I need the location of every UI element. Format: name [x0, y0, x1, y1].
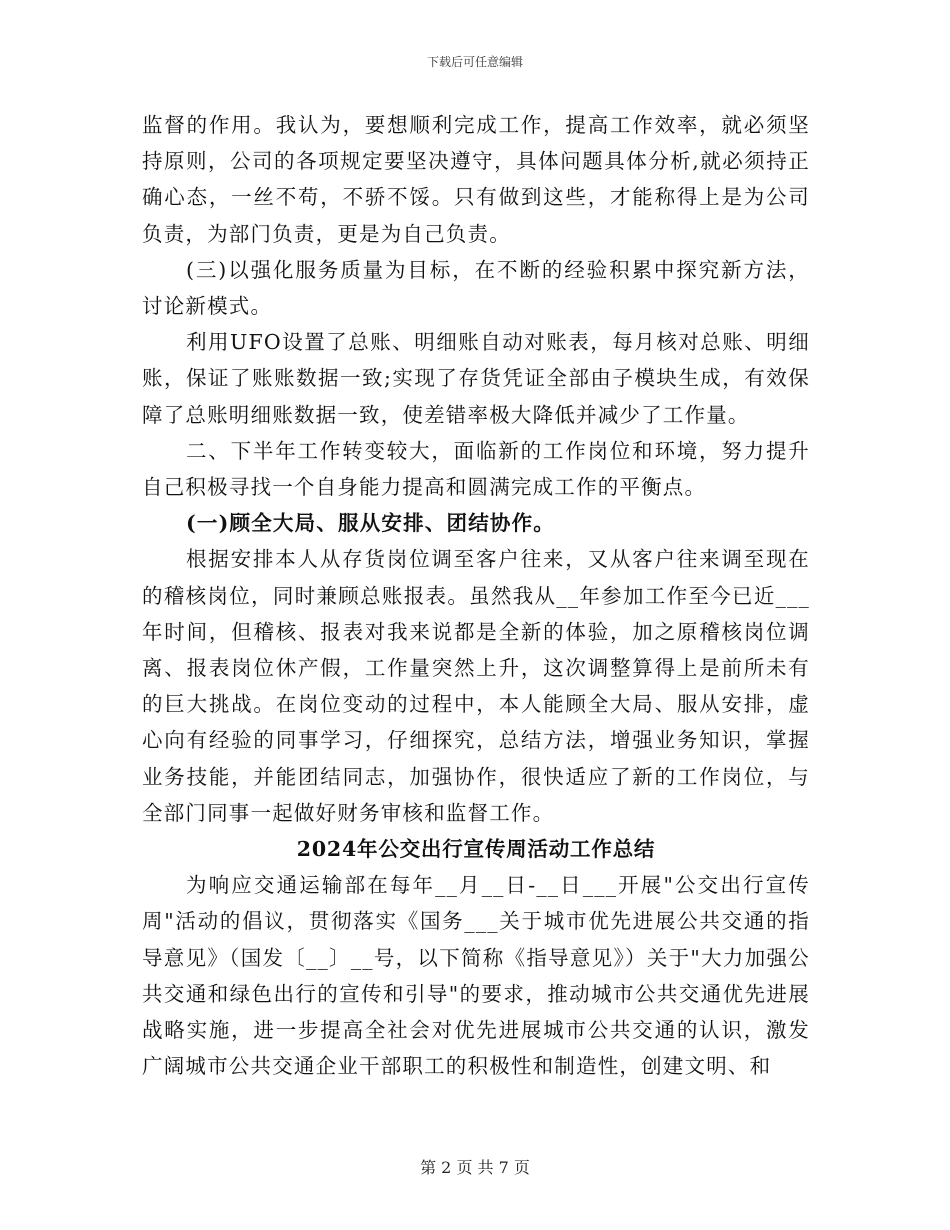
body-paragraph: 根据安排本人从存货岗位调至客户往来，又从客户往来调至现在的稽核岗位，同时兼顾总账报表。虽然我从__年参加工作至今已近___年时间，但稽核、报表对我来说都是全新的体验，加之原稽核岗位调离、报表岗位休产假，工作量突然上升，这次调整算得上是前所未有的巨大挑战。在岗位变动的过程中，本人能顾全大局、服从安排，虚心向有经验的同事学习，仔细探究，总结方法，增强业务知识，掌握业务技能，并能团结同志，加强协作，很快适应了新的工作岗位，与全部门同事一起做好财务审核和监督工作。 — [142, 547, 810, 825]
body-paragraph: 监督的作用。我认为，要想顺利完成工作，提高工作效率，就必须坚持原则，公司的各项规定要坚决遵守，具体问题具体分析,就必须持正确心态，一丝不苟，不骄不馁。只有做到这些，才能称得上是为公司负责，为部门负责，更是为自己负责。 — [142, 113, 810, 246]
subsection-heading: (一)顾全大局、服从安排、团结协作。 — [186, 511, 555, 536]
page-header: 下载后可任意编辑 — [426, 55, 523, 69]
body-paragraph: 利用UFO设置了总账、明细账自动对账表，每月核对总账、明细账，保证了账账数据一致;实现了存货凭证全部由子模块生成，有效保障了总账明细账数据一致，使差错率极大降低并减少了工作量。 — [142, 330, 810, 427]
document-body — [142, 107, 810, 1084]
body-paragraph: 二、下半年工作转变较大，面临新的工作岗位和环境，努力提升自己积极寻找一个自身能力提高和圆满完成工作的平衡点。 — [142, 438, 810, 500]
body-paragraph: (三)以强化服务质量为目标，在不断的经验积累中探究新方法，讨论新模式。 — [142, 257, 810, 319]
body-paragraph: 为响应交通运输部在每年__月__日-__日___开展"公交出行宣传周"活动的倡议，贯彻落实《国务___关于城市优先进展公共交通的指导意见》（国发〔__〕__号，以下简称《指导意见》）关于"大力加强公共交通和绿色出行的宣传和引导"的要求，推动城市公共交通优先进展战略实施，进一步提高全社会对优先进展城市公共交通的认识，激发广阔城市公共交通企业干部职工的积极性和制造性，创建文明、和 — [142, 873, 810, 1079]
page-footer: 第 2 页 共 7 页 — [420, 1158, 530, 1177]
section-title: 2024年公交出行宣传周活动工作总结 — [296, 837, 656, 862]
